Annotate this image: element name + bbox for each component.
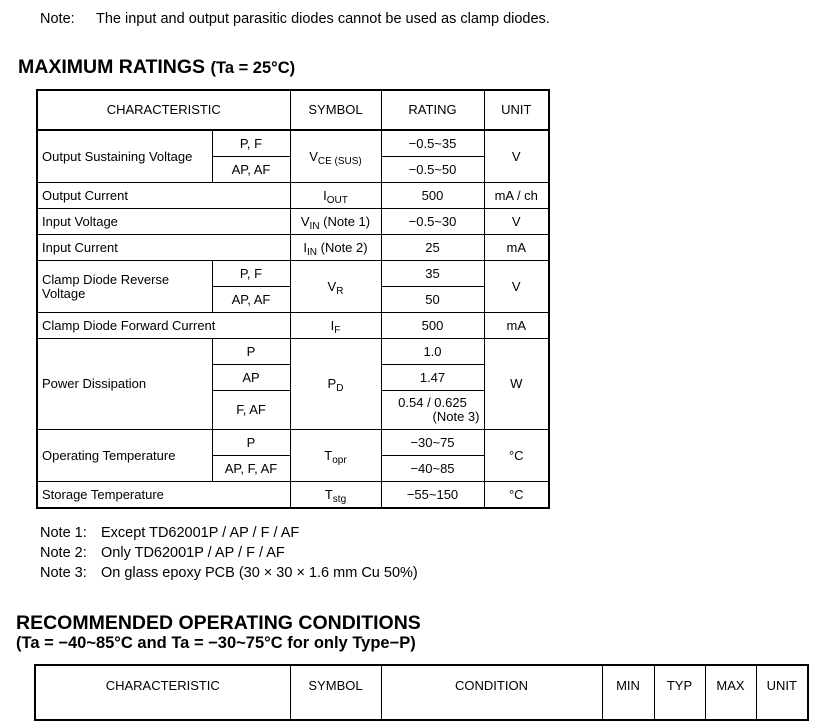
row-rating: 25	[381, 235, 484, 261]
top-note-text: The input and output parasitic diodes cannot be used as clamp diodes.	[96, 11, 550, 27]
row-unit: V	[484, 209, 549, 235]
row-rating	[381, 391, 484, 430]
table-header-row	[37, 90, 549, 130]
table-row	[37, 482, 549, 509]
row-package: AP, F, AF	[212, 456, 290, 482]
row-symbol: $V_{IN}$ (Note 1)	[290, 209, 381, 235]
table-header-row	[35, 665, 808, 720]
row-package: P, F	[212, 130, 290, 157]
row-rating: −55~150	[381, 482, 484, 509]
note-item: Note 3: On glass epoxy PCB (30 × 30 × 1.6 mm Cu 50%)	[40, 565, 418, 581]
header-symbol: SYMBOL	[290, 665, 381, 720]
row-name: Output Sustaining Voltage	[37, 130, 212, 183]
row-symbol: $I_{OUT}$	[290, 183, 381, 209]
table-row	[37, 430, 549, 456]
top-note-label: Note:	[40, 11, 75, 27]
note-item: Note 1: Except TD62001P / AP / F / AF	[40, 525, 300, 541]
header-characteristic: CHARACTERISTIC	[37, 90, 290, 130]
row-name: Operating Temperature	[37, 430, 212, 482]
table-row	[37, 313, 549, 339]
row-symbol: $I_{IN}$ (Note 2)	[290, 235, 381, 261]
table-row	[37, 235, 549, 261]
row-rating: −30~75	[381, 430, 484, 456]
row-symbol: $T_{stg}$	[290, 482, 381, 509]
row-package: P	[212, 430, 290, 456]
row-package: AP, AF	[212, 287, 290, 313]
table-row	[37, 261, 549, 287]
row-package: AP, AF	[212, 157, 290, 183]
row-symbol: $V_R$	[290, 261, 381, 313]
row-rating: −0.5~50	[381, 157, 484, 183]
header-min: MIN	[602, 665, 654, 720]
header-typ: TYP	[654, 665, 705, 720]
table-row	[37, 183, 549, 209]
row-rating: 500	[381, 313, 484, 339]
max-ratings-condition: (Ta = 25°C)	[210, 59, 296, 77]
header-characteristic: CHARACTERISTIC	[35, 665, 290, 720]
row-package: AP	[212, 365, 290, 391]
row-symbol: $P_D$	[290, 339, 381, 430]
row-rating: 50	[381, 287, 484, 313]
recommended-heading: RECOMMENDED OPERATING CONDITIONS	[16, 612, 421, 634]
row-unit: mA	[484, 235, 549, 261]
top-note	[40, 11, 550, 27]
note-item: Note 2: Only TD62001P / AP / F / AF	[40, 545, 285, 561]
row-package: F, AF	[212, 391, 290, 430]
row-unit: V	[484, 261, 549, 313]
row-name: Input Voltage	[37, 209, 290, 235]
table-row	[37, 130, 549, 157]
rating-value: 0.54 / 0.625	[398, 395, 467, 410]
row-unit: W	[484, 339, 549, 430]
row-symbol: $V_{CE (SUS)}$	[290, 130, 381, 183]
table-row	[37, 209, 549, 235]
row-package: P, F	[212, 261, 290, 287]
header-symbol: SYMBOL	[290, 90, 381, 130]
row-rating: −0.5~30	[381, 209, 484, 235]
recommended-condition: (Ta = −40~85°C and Ta = −30~75°C for only Type−P)	[16, 634, 416, 652]
row-unit: °C	[484, 430, 549, 482]
header-condition: CONDITION	[381, 665, 602, 720]
header-rating: RATING	[381, 90, 484, 130]
row-rating: 35	[381, 261, 484, 287]
max-ratings-heading	[18, 56, 295, 79]
header-max: MAX	[705, 665, 756, 720]
row-rating: −0.5~35	[381, 130, 484, 157]
row-name: Clamp Diode Forward Current	[37, 313, 290, 339]
header-unit: UNIT	[484, 90, 549, 130]
row-rating: 1.0	[381, 339, 484, 365]
table-notes	[40, 523, 418, 583]
recommended-table	[34, 664, 809, 721]
row-unit: V	[484, 130, 549, 183]
row-package: P	[212, 339, 290, 365]
row-symbol: $T_{opr}$	[290, 430, 381, 482]
row-name: Storage Temperature	[37, 482, 290, 509]
row-name: Output Current	[37, 183, 290, 209]
header-unit: UNIT	[756, 665, 808, 720]
row-unit: °C	[484, 482, 549, 509]
row-symbol: $I_F$	[290, 313, 381, 339]
row-rating: 500	[381, 183, 484, 209]
row-rating: 1.47	[381, 365, 484, 391]
row-name: Input Current	[37, 235, 290, 261]
row-rating: −40~85	[381, 456, 484, 482]
row-unit: mA	[484, 313, 549, 339]
row-name: Clamp Diode Reverse Voltage	[37, 261, 212, 313]
rating-note: (Note 3)	[432, 409, 480, 424]
table-row	[37, 339, 549, 365]
max-ratings-title: MAXIMUM RATINGS	[18, 56, 206, 78]
row-unit: mA / ch	[484, 183, 549, 209]
row-name: Power Dissipation	[37, 339, 212, 430]
max-ratings-table	[36, 89, 550, 509]
